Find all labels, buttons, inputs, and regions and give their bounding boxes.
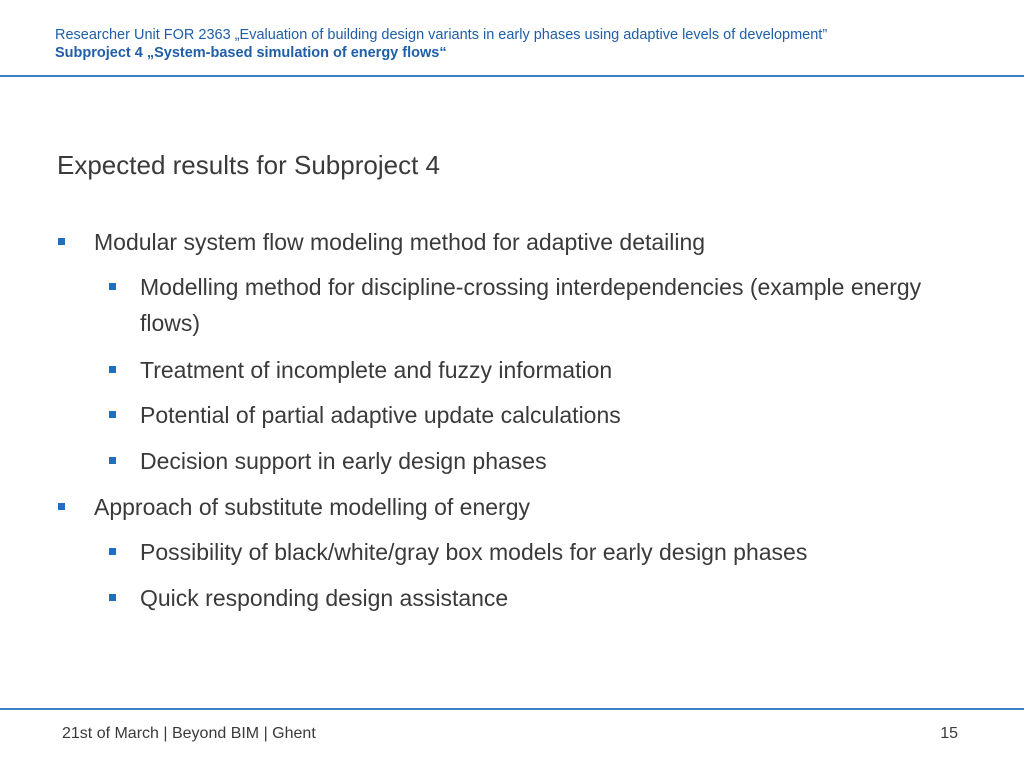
square-bullet-icon xyxy=(109,548,116,555)
header xyxy=(55,26,1005,62)
bullet-text: Possibility of black/white/gray box models for early design phases xyxy=(140,539,808,565)
square-bullet-icon xyxy=(109,366,116,373)
sub-bullet-item xyxy=(140,443,960,479)
bullet-text: Potential of partial adaptive update calculations xyxy=(140,402,621,428)
bullet-item xyxy=(94,224,974,260)
square-bullet-icon xyxy=(109,411,116,418)
slide-title: Expected results for Subproject 4 xyxy=(57,150,440,180)
bullet-text: Treatment of incomplete and fuzzy information xyxy=(140,357,613,383)
bullet-item xyxy=(94,489,974,525)
bullet-text: Quick responding design assistance xyxy=(140,585,509,611)
square-bullet-icon xyxy=(109,457,116,464)
bullet-text: Modelling method for discipline-crossing interdependencies (example energy flows) xyxy=(140,274,922,336)
bullet-text: Modular system flow modeling method for adaptive detailing xyxy=(94,229,706,255)
sub-bullet-item xyxy=(140,397,960,433)
square-bullet-icon xyxy=(58,503,65,510)
sub-bullet-item xyxy=(140,580,960,616)
header-divider xyxy=(0,75,1024,77)
page-number: 15 xyxy=(940,725,958,742)
square-bullet-icon xyxy=(58,238,65,245)
header-line-2: Subproject 4 „System-based simulation of energy flows“ xyxy=(55,45,447,61)
bullet-text: Approach of substitute modelling of energy xyxy=(94,494,530,520)
square-bullet-icon xyxy=(109,283,116,290)
footer-text: 21st of March | Beyond BIM | Ghent xyxy=(62,725,316,742)
square-bullet-icon xyxy=(109,594,116,601)
footer-divider xyxy=(0,708,1024,710)
sub-bullet-item xyxy=(140,269,960,341)
bullet-text: Decision support in early design phases xyxy=(140,448,547,474)
header-line-1: Researcher Unit FOR 2363 „Evaluation of building design variants in early phases using adaptive levels of development” xyxy=(55,27,828,43)
sub-bullet-item xyxy=(140,352,960,388)
sub-bullet-item xyxy=(140,534,960,570)
